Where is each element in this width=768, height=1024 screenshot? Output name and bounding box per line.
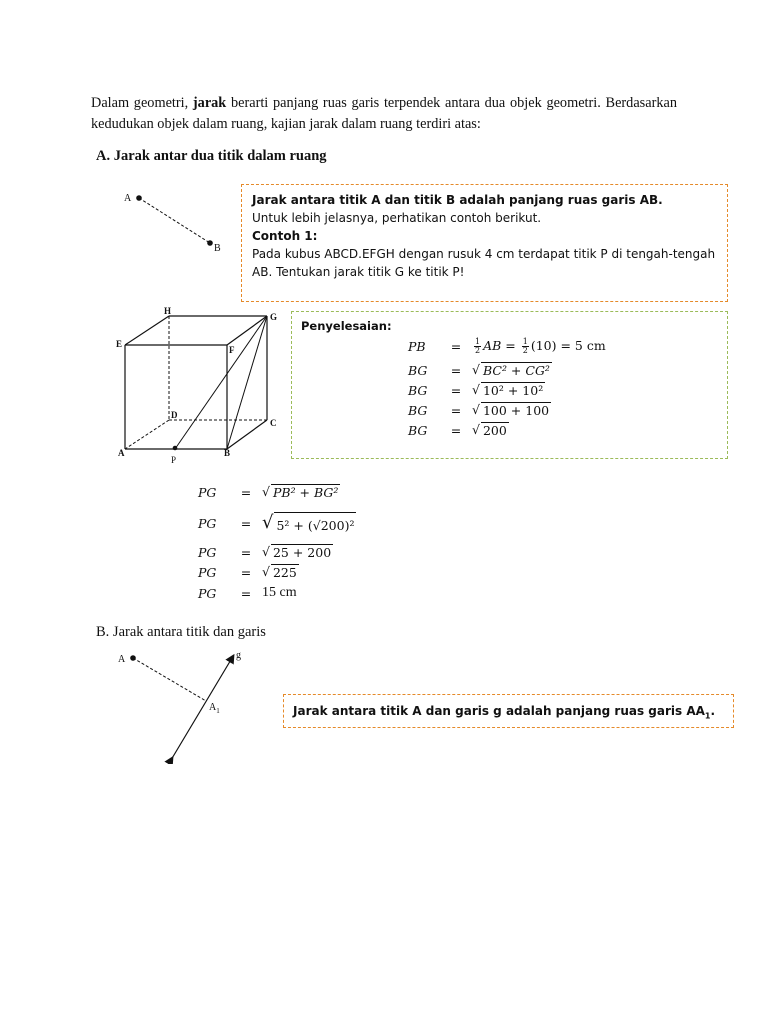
cube-label-e: E	[116, 339, 123, 349]
point-line-diagram	[112, 646, 252, 764]
intro-bold-term: jarak	[192, 95, 227, 111]
info-box-b-sub: 1	[704, 711, 711, 721]
cube-label-h: H	[164, 306, 172, 316]
pg-row-5	[198, 585, 297, 601]
point-a-dot	[136, 195, 142, 201]
solution-row-1-lhs: PB	[408, 339, 426, 354]
section-b-heading: B. Jarak antara titik dan garis	[96, 624, 266, 640]
solution-row-2	[408, 362, 552, 378]
cube-label-b: B	[224, 448, 231, 458]
pg-row-2-radicand: 5² + (√200)²	[274, 512, 356, 534]
solution-row-1-pre: AB =	[483, 338, 520, 353]
equals-sign: =	[450, 402, 462, 418]
pg-row-1	[198, 484, 340, 500]
solution-row-2-lhs: BG	[408, 362, 428, 378]
sqrt-expression: √ 200	[472, 422, 507, 438]
intro-text-2: berarti panjang ruas garis terpendek antara dua objek geometri. Berdasarkan kedudukan objek dalam ruang, kajian jarak dalam ruang terdiri atas:	[91, 95, 677, 132]
equals-sign: =	[240, 564, 252, 580]
intro-text-1: Dalam geometri,	[91, 95, 193, 111]
equals-sign: =	[450, 339, 462, 354]
cube-label-f: F	[229, 345, 235, 355]
frac-den: 2	[475, 346, 481, 355]
sqrt-expression: √ 25 + 200	[262, 544, 332, 560]
pg-row-4	[198, 564, 299, 580]
solution-row-3-lhs: BG	[408, 382, 428, 398]
section-a-heading: A. Jarak antar dua titik dalam ruang	[96, 148, 327, 164]
info-box-a	[241, 184, 728, 302]
sqrt-expression: √ 100 + 100	[472, 402, 550, 418]
sqrt-expression: √ 5² + (√200)²	[262, 512, 355, 533]
point-b-dot	[207, 240, 213, 246]
pg-row-4-radicand: 225	[272, 565, 297, 580]
pg-row-1-radicand: PB² + BG²	[272, 485, 339, 500]
solution-row-3	[408, 382, 545, 398]
solution-row-5-radicand: 200	[482, 423, 507, 438]
pg-row-5-lhs: PG	[198, 585, 217, 601]
frac-num: 1	[475, 337, 481, 346]
label-a1-sub: 1	[216, 707, 220, 715]
frac-num-2: 1	[522, 337, 528, 346]
point-p-dot	[173, 446, 178, 451]
sqrt-expression: √ 225	[262, 564, 297, 580]
solution-box	[291, 311, 728, 459]
sqrt-expression: √ BC² + CG²	[472, 362, 550, 378]
info-box-a-line1: Jarak antara titik A dan titik B adalah panjang ruas garis AB.	[252, 193, 663, 207]
label-a: A	[124, 193, 132, 204]
solution-title: Penyelesaian:	[301, 319, 392, 333]
pg-row-3	[198, 544, 333, 560]
fraction-half-2	[522, 338, 529, 355]
info-box-b-end: .	[710, 704, 716, 718]
label-a1-main: A	[209, 702, 217, 713]
solution-row-4	[408, 402, 551, 418]
solution-row-1-rhs: (10) = 5 cm	[530, 338, 606, 353]
solution-row-1	[408, 338, 606, 355]
sqrt-expression: √ PB² + BG²	[262, 484, 339, 500]
equals-sign: =	[450, 382, 462, 398]
fraction-half	[474, 338, 481, 355]
point-a-dot-b	[130, 655, 136, 661]
pg-row-1-lhs: PG	[198, 484, 217, 500]
label-b: B	[214, 243, 221, 254]
equals-sign: =	[450, 422, 462, 438]
label-g: g	[236, 650, 241, 661]
solution-row-4-lhs: BG	[408, 402, 428, 418]
info-box-a-line2: Untuk lebih jelasnya, perhatikan contoh berikut.	[252, 211, 542, 225]
equals-sign: =	[450, 362, 462, 378]
pg-row-2	[198, 512, 356, 534]
solution-row-4-radicand: 100 + 100	[482, 403, 550, 418]
info-box-b-main: Jarak antara titik A dan garis g adalah panjang ruas garis AA	[293, 704, 705, 718]
frac-den-2: 2	[522, 346, 528, 355]
pg-row-3-radicand: 25 + 200	[272, 545, 332, 560]
cube-label-d: D	[171, 410, 178, 420]
pg-result: 15 cm	[262, 585, 297, 600]
cube-label-a: A	[118, 448, 125, 458]
cube-diagram	[112, 306, 292, 466]
pg-row-4-lhs: PG	[198, 564, 217, 580]
cube-label-g: G	[270, 312, 278, 322]
info-box-a-question: Pada kubus ABCD.EFGH dengan rusuk 4 cm terdapat titik P di tengah-tengah AB. Tentukan jarak titik G ke titik P!	[252, 247, 716, 279]
label-a-b: A	[118, 654, 126, 665]
info-box-b-text	[293, 702, 715, 725]
solution-row-5	[408, 422, 509, 438]
sqrt-expression: √ 10² + 10²	[472, 382, 544, 398]
equals-sign: =	[240, 484, 252, 500]
info-box-a-example-title: Contoh 1:	[252, 229, 318, 243]
cube-label-c: C	[270, 418, 277, 428]
label-a1	[209, 702, 220, 715]
equals-sign: =	[240, 585, 252, 601]
equals-sign: =	[240, 515, 252, 531]
solution-row-2-radicand: BC² + CG²	[482, 363, 550, 378]
cube-label-p: P	[171, 455, 177, 465]
equals-sign: =	[240, 544, 252, 560]
point-distance-diagram	[118, 188, 228, 258]
pg-row-3-lhs: PG	[198, 544, 217, 560]
info-box-b	[283, 694, 734, 728]
pg-row-2-lhs: PG	[198, 515, 217, 531]
solution-row-5-lhs: BG	[408, 422, 428, 438]
solution-row-3-radicand: 10² + 10²	[482, 383, 544, 398]
intro-paragraph	[91, 93, 677, 135]
